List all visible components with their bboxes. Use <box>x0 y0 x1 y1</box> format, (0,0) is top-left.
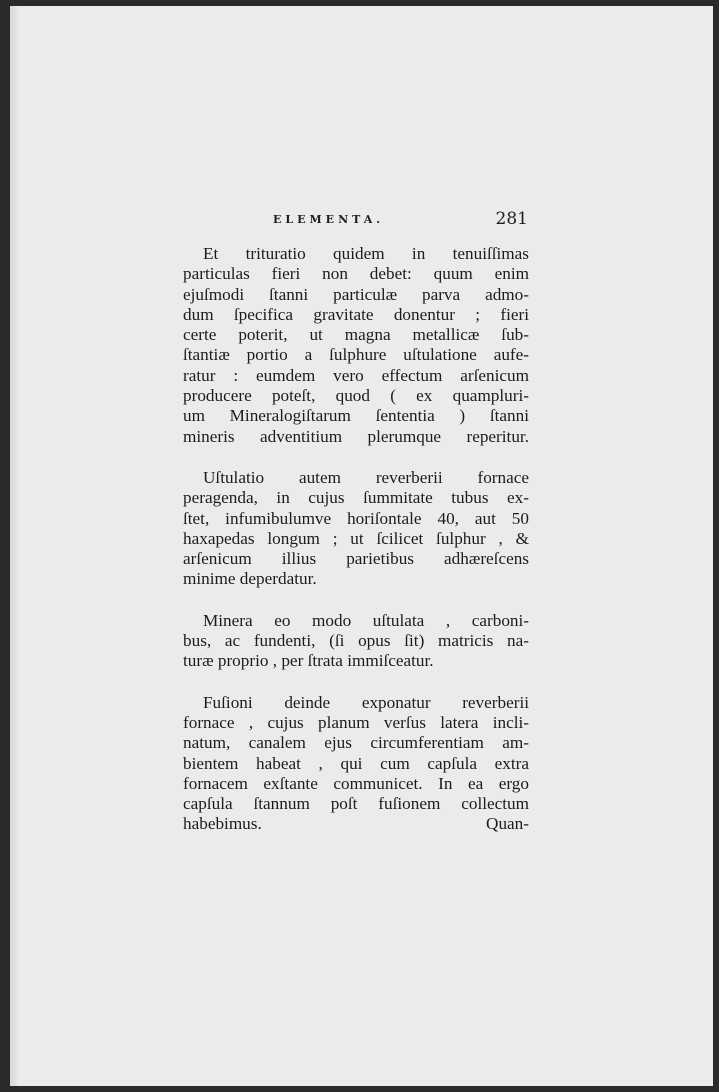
book-page <box>10 6 713 1086</box>
page-number: 281 <box>495 209 528 229</box>
text-line: arſenicum illius parietibus adhæreſcens <box>183 549 529 569</box>
text-line: particulas fieri non debet: quum enim <box>183 264 529 284</box>
text-line: capſula ſtannum poſt fuſionem collectum <box>183 794 529 814</box>
text-line: Fuſioni deinde exponatur reverberii <box>203 692 529 712</box>
text-line: Uſtulatio autem reverberii fornace <box>203 467 529 487</box>
text-line: turæ proprio , per ſtrata immiſceatur. <box>183 651 434 671</box>
text-line: natum, canalem ejus circumferentiam am- <box>183 733 529 753</box>
text-line: ratur : eumdem vero effectum arſenicum <box>183 365 529 385</box>
text-line: ſtantiæ portio a ſulphure uſtulatione aufe- <box>183 345 529 365</box>
text-line: bus, ac fundenti, (ſi opus ſit) matricis na- <box>183 631 529 651</box>
paragraph-1 <box>183 244 529 447</box>
text-line: ſtet, infumibulumve horiſontale 40, aut 50 <box>183 508 529 528</box>
page-header <box>273 209 528 233</box>
text-line: certe poterit, ut magna metallicæ ſub- <box>183 325 529 345</box>
text-line: Et trituratio quidem in tenuiſſimas <box>203 244 529 263</box>
text-line: fornace , cujus planum verſus latera incli- <box>183 712 529 732</box>
text-line: minime deperdatur. <box>183 569 317 589</box>
text-line: ejuſmodi ſtanni particulæ parva admo- <box>183 284 529 304</box>
paragraph-3 <box>183 611 529 672</box>
final-line <box>183 814 529 834</box>
text-line: dum ſpecifica gravitate donentur ; fieri <box>183 304 529 324</box>
text-line: um Mineralogiſtarum ſententia ) ſtanni <box>183 406 529 426</box>
paragraph-2 <box>183 468 529 590</box>
text-line: fornacem exſtante communicet. In ea ergo <box>183 773 529 793</box>
final-words: habebimus. <box>183 814 262 834</box>
running-title: ELEMENTA. <box>273 213 385 226</box>
text-line: bientem habeat , qui cum capſula extra <box>183 753 529 773</box>
text-line: haxapedas longum ; ut ſcilicet ſulphur , & <box>183 528 529 548</box>
text-line: mineris adventitium plerumque reperitur. <box>183 426 529 446</box>
text-line: peragenda, in cujus ſummitate tubus ex- <box>183 488 529 508</box>
text-line: producere poteſt, quod ( ex quampluri- <box>183 386 529 406</box>
body-text <box>183 244 529 856</box>
text-line: Minera eo modo uſtulata , carboni- <box>203 610 529 630</box>
catchword: Quan- <box>486 814 529 834</box>
paragraph-4 <box>183 693 529 835</box>
